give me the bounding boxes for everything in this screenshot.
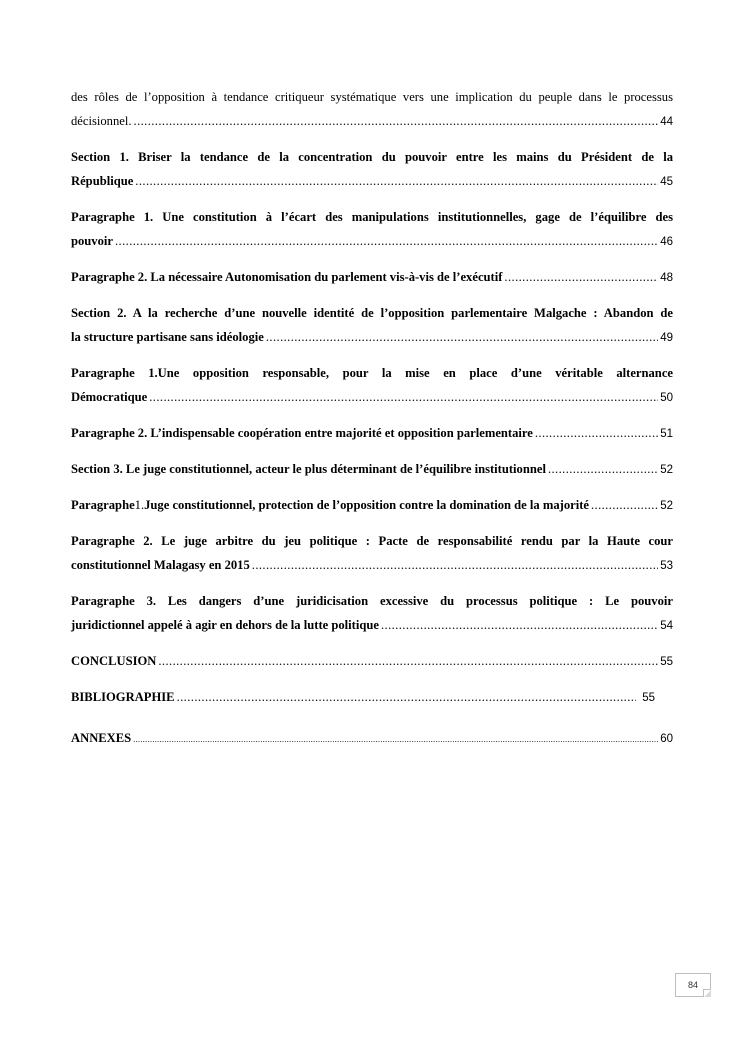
toc-page-number: 51 <box>660 428 673 440</box>
toc-entry-title: Section 1. Briser la tendance de la concentration du pouvoir entre les mains du Président de la <box>71 150 673 164</box>
toc-entry[interactable] <box>71 145 673 194</box>
toc-entry[interactable] <box>71 301 673 350</box>
leader-dots <box>252 553 658 577</box>
table-of-contents <box>71 85 673 763</box>
toc-page-number: 45 <box>660 176 673 188</box>
toc-entry-title-continued: la structure partisane sans idéologie <box>71 330 264 344</box>
toc-page-number: 46 <box>660 236 673 248</box>
toc-entry[interactable] <box>71 529 673 578</box>
toc-page-number: 55 <box>660 656 673 668</box>
toc-page-number: 54 <box>660 620 673 632</box>
toc-entry-title: Section 2. A la recherche d’une nouvelle identité de l’opposition parlementaire Malgache : Abandon de <box>71 306 673 320</box>
toc-page-number: 50 <box>660 392 673 404</box>
toc-entry-title: des rôles de l’opposition à tendance critiqueur systématique vers une implication du peuple dans le processus <box>71 90 673 104</box>
toc-entry-title: ANNEXES <box>71 731 132 745</box>
toc-page-number: 52 <box>660 500 673 512</box>
leader-dots <box>177 685 637 709</box>
toc-entry-title-continued: pouvoir <box>71 234 113 248</box>
leader-dots <box>134 109 659 133</box>
toc-entry-title: Paragraphe 1. Une constitution à l’écart des manipulations institutionnelles, gage de l’équilibre des <box>71 210 673 224</box>
toc-entry-prefix: Paragraphe <box>71 498 135 512</box>
toc-entry-title: Juge constitutionnel, protection de l’opposition contre la domination de la majorité <box>144 498 589 512</box>
leader-dots <box>158 649 658 673</box>
leader-dots <box>535 421 658 445</box>
toc-entry[interactable] <box>71 685 673 710</box>
leader-dots <box>381 613 658 637</box>
toc-entry[interactable] <box>71 265 673 290</box>
toc-entry-title: Section 3. Le juge constitutionnel, acteur le plus déterminant de l’équilibre institutionnel <box>71 462 546 476</box>
toc-entry-title: Paragraphe 2. La nécessaire Autonomisation du parlement vis-à-vis de l’exécutif <box>71 270 503 284</box>
toc-entry[interactable] <box>71 421 673 446</box>
leader-dots <box>591 493 658 517</box>
toc-entry-title: Paragraphe 3. Les dangers d’une juridicisation excessive du processus politique : Le pouvoir <box>71 594 673 608</box>
leader-dots <box>149 385 658 409</box>
leader-dots <box>266 325 658 349</box>
toc-page-number: 60 <box>660 733 673 745</box>
leader-dots <box>504 265 658 289</box>
toc-entry-title-continued: juridictionnel appelé à agir en dehors de la lutte politique <box>71 618 379 632</box>
toc-entry[interactable] <box>71 649 673 674</box>
toc-page-number: 53 <box>660 560 673 572</box>
toc-page-number: 48 <box>660 272 673 284</box>
page-number-badge <box>675 973 711 997</box>
toc-entry-title: CONCLUSION <box>71 654 157 668</box>
toc-entry[interactable] <box>71 493 673 518</box>
toc-entry[interactable] <box>71 361 673 410</box>
leader-dots <box>115 229 658 253</box>
toc-page-number: 49 <box>660 332 673 344</box>
toc-entry-title-continued: République <box>71 174 134 188</box>
toc-entry[interactable] <box>71 85 673 134</box>
leader-dots <box>548 457 658 481</box>
toc-page-number: 55 <box>642 692 655 704</box>
toc-page-number: 44 <box>660 116 673 128</box>
toc-entry[interactable] <box>71 589 673 638</box>
toc-entry-title-continued: constitutionnel Malagasy en 2015 <box>71 558 250 572</box>
toc-entry-title: BIBLIOGRAPHIE <box>71 690 175 704</box>
toc-entry-title: Paragraphe 1.Une opposition responsable, pour la mise en place d’une véritable alternance <box>71 366 673 380</box>
toc-entry[interactable] <box>71 726 673 752</box>
toc-entry-title-continued: décisionnel. <box>71 114 132 128</box>
toc-entry-title: Paragraphe 2. L’indispensable coopération entre majorité et opposition parlementaire <box>71 426 533 440</box>
toc-entry[interactable] <box>71 457 673 482</box>
toc-entry-title: Paragraphe 2. Le juge arbitre du jeu politique : Pacte de responsabilité rendu par la Haute cour <box>71 534 673 548</box>
page-number: 84 <box>687 980 698 990</box>
toc-entry[interactable] <box>71 205 673 254</box>
toc-page-number: 52 <box>660 464 673 476</box>
leader-dots <box>135 169 658 193</box>
toc-entry-number: 1. <box>134 498 145 512</box>
toc-entry-title-continued: Démocratique <box>71 390 148 404</box>
leader-dots <box>133 728 658 752</box>
